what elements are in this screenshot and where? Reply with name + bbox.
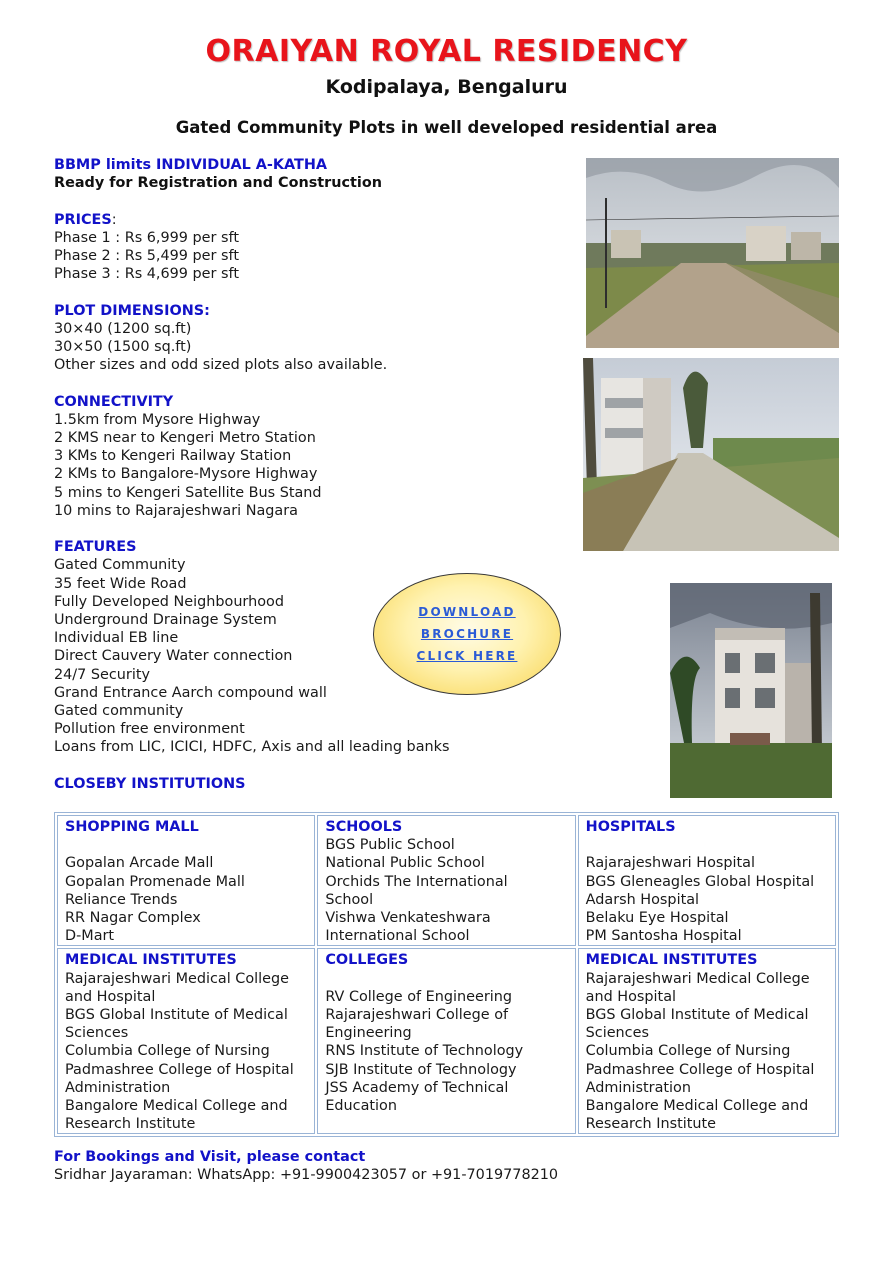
feature-item: Pollution free environment — [54, 721, 245, 738]
connectivity-item: 3 KMs to Kengeri Railway Station — [54, 448, 292, 465]
list-item: BGS Global Institute of Medical — [585, 1007, 809, 1024]
connectivity-item: 5 mins to Kengeri Satellite Bus Stand — [54, 484, 322, 501]
list-item: Padmashree College of Hospital — [65, 1061, 294, 1078]
dimensions-heading: PLOT DIMENSIONS: — [54, 302, 210, 319]
site-photo-street — [583, 358, 839, 551]
prices-heading-line — [54, 211, 574, 229]
list-item: Research Institute — [65, 1116, 196, 1133]
medical-institutes-heading-2: MEDICAL INSTITUTES — [585, 952, 758, 969]
feature-item: 35 feet Wide Road — [54, 575, 187, 592]
list-item: Columbia College of Nursing — [65, 1043, 270, 1060]
list-item: RR Nagar Complex — [65, 910, 201, 926]
list-item: PM Santosha Hospital — [585, 928, 742, 945]
list-item: Rajarajeshwari Medical College — [65, 970, 289, 987]
price-item: Phase 1 : Rs 6,999 per sft — [54, 229, 239, 246]
hospitals-heading: HOSPITALS — [585, 819, 676, 835]
download-brochure-button[interactable] — [373, 573, 561, 695]
dimension-item: Other sizes and odd sized plots also available. — [54, 357, 388, 374]
prices-colon: : — [111, 211, 117, 228]
list-item: Orchids The International — [325, 873, 508, 890]
site-photo-house — [670, 583, 832, 798]
list-item: Bangalore Medical College and — [585, 1098, 809, 1115]
list-item: BGS Gleneagles Global Hospital — [585, 873, 815, 890]
contact-heading: For Bookings and Visit, please contact — [54, 1149, 366, 1165]
table-row — [57, 815, 836, 946]
features-heading: FEATURES — [54, 539, 137, 556]
brochure-label-click-here[interactable]: CLICK HERE — [416, 649, 518, 663]
connectivity-heading: CONNECTIVITY — [54, 393, 174, 410]
list-item: Administration — [65, 1079, 171, 1096]
list-item: Sciences — [65, 1025, 129, 1042]
shopping-heading: SHOPPING MALL — [65, 819, 199, 835]
connectivity-item: 2 KMS near to Kengeri Metro Station — [54, 430, 316, 446]
colleges-heading: COLLEGES — [325, 952, 409, 969]
list-item: Rajarajeshwari Hospital — [585, 855, 755, 872]
list-item: Gopalan Promenade Mall — [65, 873, 245, 890]
connectivity-item: 10 mins to Rajarajeshwari Nagara — [54, 502, 298, 519]
page-title: ORAIYAN ROYAL RESIDENCY — [205, 34, 688, 69]
feature-item: Grand Entrance Aarch compound wall — [54, 684, 327, 701]
medical-institutes-cell — [57, 948, 315, 1134]
price-item: Phase 3 : Rs 4,699 per sft — [54, 266, 239, 283]
list-item: National Public School — [325, 855, 485, 872]
feature-item: Individual EB line — [54, 630, 179, 647]
shopping-cell — [57, 815, 315, 946]
list-item: and Hospital — [65, 988, 156, 1005]
prices-heading: PRICES — [54, 211, 112, 228]
list-item: RNS Institute of Technology — [325, 1043, 524, 1060]
brochure-label-download[interactable]: DOWNLOAD — [418, 605, 516, 619]
feature-item: 24/7 Security — [54, 666, 150, 683]
connectivity-item: 1.5km from Mysore Highway — [54, 411, 261, 428]
list-item: Columbia College of Nursing — [585, 1043, 791, 1060]
list-item: Rajarajeshwari College of — [325, 1007, 509, 1024]
list-item: and Hospital — [585, 988, 677, 1005]
schools-heading: SCHOOLS — [325, 819, 403, 835]
katha-heading: BBMP limits INDIVIDUAL A-KATHA — [54, 157, 328, 173]
list-item: Adarsh Hospital — [585, 891, 700, 908]
list-item: Padmashree College of Hospital — [585, 1061, 815, 1078]
list-item: Education — [325, 1098, 397, 1115]
feature-item: Direct Cauvery Water connection — [54, 648, 293, 665]
hospitals-cell — [578, 815, 836, 946]
location-subtitle: Kodipalaya, Bengaluru — [325, 76, 568, 98]
list-item: School — [325, 891, 374, 908]
dimension-item: 30×50 (1500 sq.ft) — [54, 339, 192, 355]
list-item: International School — [325, 928, 470, 945]
list-item: Sciences — [585, 1025, 649, 1042]
contact-details: Sridhar Jayaraman: WhatsApp: +91-9900423057 or +91-7019778210 — [54, 1167, 559, 1184]
feature-item: Gated community — [54, 703, 184, 720]
institutions-heading: CLOSEBY INSTITUTIONS — [54, 775, 246, 792]
tagline: Gated Community Plots in well developed residential area — [175, 118, 718, 137]
site-photo-road — [586, 158, 839, 348]
medical-institutes-cell-2 — [578, 948, 836, 1134]
list-item: Rajarajeshwari Medical College — [585, 970, 810, 987]
list-item: RV College of Engineering — [325, 988, 513, 1005]
list-item: BGS Public School — [325, 837, 455, 854]
list-item: Bangalore Medical College and — [65, 1098, 288, 1115]
colleges-cell — [317, 948, 575, 1134]
feature-item: Underground Drainage System — [54, 612, 277, 629]
list-item: Research Institute — [585, 1116, 717, 1133]
contact-section — [54, 1148, 558, 1184]
list-item: BGS Global Institute of Medical — [65, 1007, 288, 1024]
medical-institutes-heading: MEDICAL INSTITUTES — [65, 952, 237, 969]
price-item: Phase 2 : Rs 5,499 per sft — [54, 248, 239, 264]
list-item: SJB Institute of Technology — [325, 1061, 517, 1078]
registration-note: Ready for Registration and Construction — [54, 175, 382, 192]
feature-item: Fully Developed Neighbourhood — [54, 593, 284, 610]
list-item: JSS Academy of Technical — [325, 1079, 509, 1096]
list-item: Reliance Trends — [65, 891, 178, 908]
list-item: Belaku Eye Hospital — [585, 910, 729, 926]
connectivity-item: 2 KMs to Bangalore-Mysore Highway — [54, 466, 318, 483]
list-item: Engineering — [325, 1025, 412, 1042]
table-row — [57, 948, 836, 1134]
institutions-table — [54, 812, 839, 1137]
details-column — [54, 156, 574, 793]
feature-item: Gated Community — [54, 557, 186, 574]
list-item: Gopalan Arcade Mall — [65, 855, 214, 872]
list-item: Vishwa Venkateshwara — [325, 910, 491, 927]
schools-cell — [317, 815, 575, 946]
dimension-item: 30×40 (1200 sq.ft) — [54, 320, 192, 337]
feature-item: Loans from LIC, ICICI, HDFC, Axis and all leading banks — [54, 739, 450, 756]
list-item: D-Mart — [65, 928, 115, 945]
brochure-label-brochure[interactable]: BROCHURE — [420, 627, 514, 641]
list-item: Administration — [585, 1079, 691, 1096]
